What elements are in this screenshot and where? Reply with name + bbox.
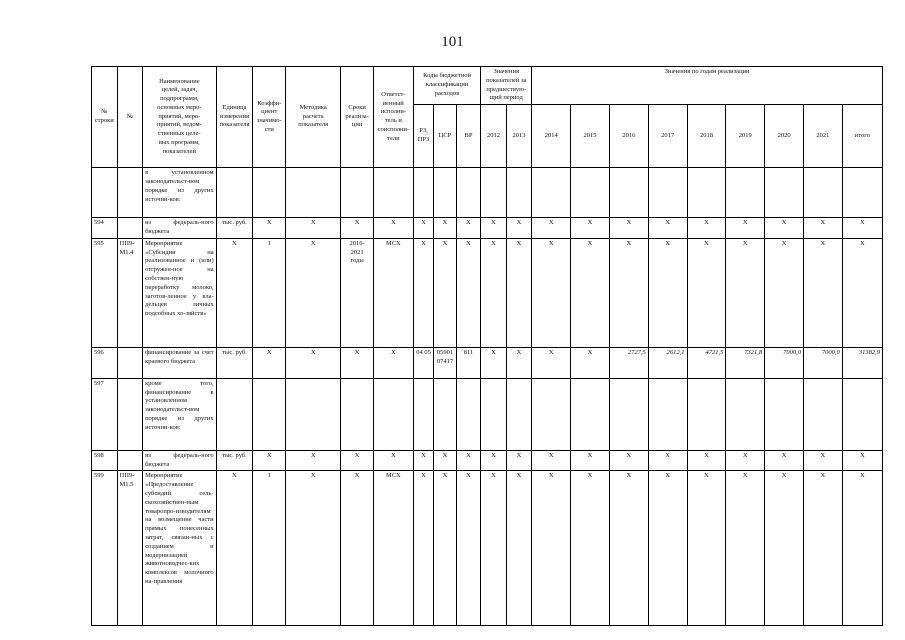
- header-year: 2017: [648, 105, 687, 168]
- year-value-cell: X: [765, 471, 804, 626]
- year-value-cell: X: [765, 238, 804, 347]
- year-value-cell: X: [687, 450, 726, 471]
- vr-cell: X: [456, 450, 481, 471]
- header-responsible: Ответст- венный исполни- тель и соисполни- тели: [373, 67, 413, 168]
- year-value-cell: X: [803, 218, 842, 239]
- name-cell: Мероприятие «Предоставление субсидий сель-скохозяйствен-ным товаропро-изводителям на возмещение части прямых понесенных затрат, связан-ных с созданием и модернизацией животноводчес-ких комплексов молочного на-правления: [143, 471, 217, 626]
- year-value-cell: X: [532, 347, 571, 378]
- header-by-years: Значения по годам реализации: [532, 67, 883, 105]
- year-value-cell: [506, 378, 532, 450]
- total-cell: [842, 378, 882, 450]
- responsible-cell: МСХ: [373, 471, 413, 626]
- name-cell: кроме того, финансирование в установленном законодательст-вом порядке из других источни-ков:: [143, 378, 217, 450]
- row-number-cell: 594: [92, 218, 118, 239]
- vr-cell: [456, 378, 481, 450]
- coefficient-cell: 1: [253, 471, 286, 626]
- name-cell: в установленном законодательст-вом порядке из других источни-ков:: [143, 168, 217, 218]
- unit-cell: тыс. руб.: [216, 347, 253, 378]
- year-value-cell: X: [648, 218, 687, 239]
- row-number-cell: 595: [92, 238, 118, 347]
- year-value-cell: X: [609, 218, 648, 239]
- csr-cell: X: [434, 218, 456, 239]
- coefficient-cell: [253, 168, 286, 218]
- csr-cell: X: [434, 450, 456, 471]
- year-value-cell: [765, 168, 804, 218]
- year-value-cell: X: [481, 450, 507, 471]
- year-value-cell: X: [648, 238, 687, 347]
- table-row: [92, 238, 883, 347]
- header-coefficient: Коэффи- циент значимо- сти: [253, 67, 286, 168]
- name-cell: из федераль-ного бюджета: [143, 218, 217, 239]
- header-vr: ВР: [456, 105, 481, 168]
- unit-cell: тыс. руб.: [216, 450, 253, 471]
- year-value-cell: X: [803, 238, 842, 347]
- method-cell: X: [286, 347, 341, 378]
- row-number-cell: 598: [92, 450, 118, 471]
- rz-cell: X: [413, 218, 433, 239]
- header-year: 2019: [726, 105, 765, 168]
- year-value-cell: X: [571, 218, 610, 239]
- year-value-cell: X: [506, 238, 532, 347]
- vr-cell: [456, 168, 481, 218]
- year-value-cell: X: [481, 471, 507, 626]
- header-rz: РЗ, ПР3: [413, 105, 433, 168]
- year-value-cell: X: [765, 450, 804, 471]
- unit-cell: [216, 168, 253, 218]
- header-year: 2020: [765, 105, 804, 168]
- year-value-cell: X: [571, 450, 610, 471]
- terms-cell: [341, 378, 374, 450]
- method-cell: X: [286, 238, 341, 347]
- year-value-cell: X: [481, 218, 507, 239]
- year-value-cell: X: [506, 450, 532, 471]
- total-cell: X: [842, 450, 882, 471]
- year-value-cell: 7000,0: [765, 347, 804, 378]
- table-row: [92, 450, 883, 471]
- item-code-cell: [117, 218, 143, 239]
- table-row: [92, 471, 883, 626]
- vr-cell: X: [456, 218, 481, 239]
- year-value-cell: 7000,0: [803, 347, 842, 378]
- year-value-cell: X: [609, 450, 648, 471]
- vr-cell: X: [456, 238, 481, 347]
- coefficient-cell: 1: [253, 238, 286, 347]
- year-value-cell: [765, 378, 804, 450]
- year-value-cell: X: [687, 238, 726, 347]
- year-value-cell: X: [571, 238, 610, 347]
- year-value-cell: X: [687, 218, 726, 239]
- rz-cell: X: [413, 471, 433, 626]
- coefficient-cell: X: [253, 450, 286, 471]
- year-value-cell: 2727,5: [609, 347, 648, 378]
- year-value-cell: [803, 168, 842, 218]
- indicators-table: [91, 66, 883, 626]
- total-cell: [842, 168, 882, 218]
- item-code-cell: ПП9-М1.4: [117, 238, 143, 347]
- year-value-cell: X: [765, 218, 804, 239]
- header-method: Методика расчета показателя: [286, 67, 341, 168]
- header-terms: Сроки реализа- ции: [341, 67, 374, 168]
- header-number: №: [117, 67, 143, 168]
- year-value-cell: X: [571, 347, 610, 378]
- year-value-cell: [803, 378, 842, 450]
- year-value-cell: [571, 378, 610, 450]
- year-value-cell: [648, 168, 687, 218]
- responsible-cell: X: [373, 347, 413, 378]
- rz-cell: [413, 168, 433, 218]
- year-value-cell: [687, 378, 726, 450]
- terms-cell: X: [341, 347, 374, 378]
- terms-cell: X: [341, 218, 374, 239]
- year-value-cell: X: [532, 471, 571, 626]
- total-cell: X: [842, 218, 882, 239]
- table-row: [92, 168, 883, 218]
- csr-cell: [434, 168, 456, 218]
- year-value-cell: X: [506, 471, 532, 626]
- header-year: 2014: [532, 105, 571, 168]
- year-value-cell: X: [481, 347, 507, 378]
- year-value-cell: [532, 168, 571, 218]
- year-value-cell: [648, 378, 687, 450]
- year-value-cell: [687, 168, 726, 218]
- year-value-cell: X: [532, 218, 571, 239]
- terms-cell: X: [341, 471, 374, 626]
- rz-cell: X: [413, 238, 433, 347]
- header-row-number: № строки: [92, 67, 118, 168]
- item-code-cell: [117, 347, 143, 378]
- year-value-cell: X: [532, 238, 571, 347]
- row-number-cell: 599: [92, 471, 118, 626]
- year-value-cell: 4721,5: [687, 347, 726, 378]
- year-value-cell: [609, 378, 648, 450]
- header-unit: Единица измерения показателя: [216, 67, 253, 168]
- header-year: 2021: [803, 105, 842, 168]
- rz-cell: [413, 378, 433, 450]
- year-value-cell: X: [726, 218, 765, 239]
- header-previous-period: Значения показателей за предшествую- щий период: [481, 67, 532, 105]
- item-code-cell: ПП9-М1.5: [117, 471, 143, 626]
- header-total: итого: [842, 105, 882, 168]
- method-cell: X: [286, 218, 341, 239]
- year-value-cell: X: [803, 471, 842, 626]
- table-header: [92, 67, 883, 168]
- table-row: [92, 347, 883, 378]
- row-number-cell: 597: [92, 378, 118, 450]
- unit-cell: X: [216, 238, 253, 347]
- coefficient-cell: X: [253, 218, 286, 239]
- name-cell: Мероприятие «Субсидии на реализованное и (или) отгружен-ное на собствен-ную переработку молоко, заготов-ленное у вла-дельцев личных подсобных хо-зяйств»: [143, 238, 217, 347]
- header-year: 2016: [609, 105, 648, 168]
- year-value-cell: [726, 378, 765, 450]
- terms-cell: X: [341, 450, 374, 471]
- year-value-cell: X: [532, 450, 571, 471]
- year-value-cell: X: [481, 238, 507, 347]
- row-number-cell: [92, 168, 118, 218]
- year-value-cell: X: [726, 450, 765, 471]
- row-number-cell: 596: [92, 347, 118, 378]
- year-value-cell: [481, 378, 507, 450]
- header-name: Наименование целей, задач, подпрограмм, основных меро- приятий, меро- приятий, ведом- ственных целе- вых программ, показателей: [143, 67, 217, 168]
- method-cell: X: [286, 471, 341, 626]
- rz-cell: 04 05: [413, 347, 433, 378]
- responsible-cell: [373, 378, 413, 450]
- unit-cell: тыс. руб.: [216, 218, 253, 239]
- responsible-cell: X: [373, 450, 413, 471]
- year-value-cell: X: [648, 471, 687, 626]
- year-value-cell: X: [803, 450, 842, 471]
- csr-cell: X: [434, 238, 456, 347]
- rz-cell: X: [413, 450, 433, 471]
- year-value-cell: [481, 168, 507, 218]
- method-cell: X: [286, 450, 341, 471]
- table-row: [92, 378, 883, 450]
- table-row: [92, 218, 883, 239]
- item-code-cell: [117, 378, 143, 450]
- terms-cell: 2016- 2021 годы: [341, 238, 374, 347]
- header-year: 2013: [506, 105, 532, 168]
- year-value-cell: X: [726, 471, 765, 626]
- coefficient-cell: X: [253, 347, 286, 378]
- year-value-cell: 7321,8: [726, 347, 765, 378]
- year-value-cell: X: [726, 238, 765, 347]
- unit-cell: [216, 378, 253, 450]
- method-cell: [286, 168, 341, 218]
- csr-cell: X: [434, 471, 456, 626]
- year-value-cell: X: [506, 347, 532, 378]
- year-value-cell: [609, 168, 648, 218]
- year-value-cell: X: [609, 471, 648, 626]
- method-cell: [286, 378, 341, 450]
- csr-cell: [434, 378, 456, 450]
- responsible-cell: [373, 168, 413, 218]
- vr-cell: X: [456, 471, 481, 626]
- vr-cell: 811: [456, 347, 481, 378]
- year-value-cell: 2612,1: [648, 347, 687, 378]
- total-cell: X: [842, 238, 882, 347]
- total-cell: 31382,9: [842, 347, 882, 378]
- header-budget-codes: Коды бюджетной классификации расходов: [413, 67, 480, 105]
- coefficient-cell: [253, 378, 286, 450]
- header-year: 2018: [687, 105, 726, 168]
- header-csr: ЦСР: [434, 105, 456, 168]
- name-cell: из федераль-ного бюджета: [143, 450, 217, 471]
- page-number: 101: [441, 34, 464, 50]
- name-cell: финансирование за счет краевого бюджета: [143, 347, 217, 378]
- year-value-cell: [571, 168, 610, 218]
- item-code-cell: [117, 168, 143, 218]
- item-code-cell: [117, 450, 143, 471]
- year-value-cell: [506, 168, 532, 218]
- responsible-cell: X: [373, 218, 413, 239]
- unit-cell: X: [216, 471, 253, 626]
- year-value-cell: X: [648, 450, 687, 471]
- table-body: [92, 168, 883, 626]
- header-year: 2012: [481, 105, 507, 168]
- terms-cell: [341, 168, 374, 218]
- responsible-cell: МСХ: [373, 238, 413, 347]
- year-value-cell: X: [571, 471, 610, 626]
- year-value-cell: X: [506, 218, 532, 239]
- year-value-cell: X: [687, 471, 726, 626]
- year-value-cell: [726, 168, 765, 218]
- year-value-cell: X: [609, 238, 648, 347]
- header-year: 2015: [571, 105, 610, 168]
- year-value-cell: [532, 378, 571, 450]
- total-cell: X: [842, 471, 882, 626]
- csr-cell: 05901 07417: [434, 347, 456, 378]
